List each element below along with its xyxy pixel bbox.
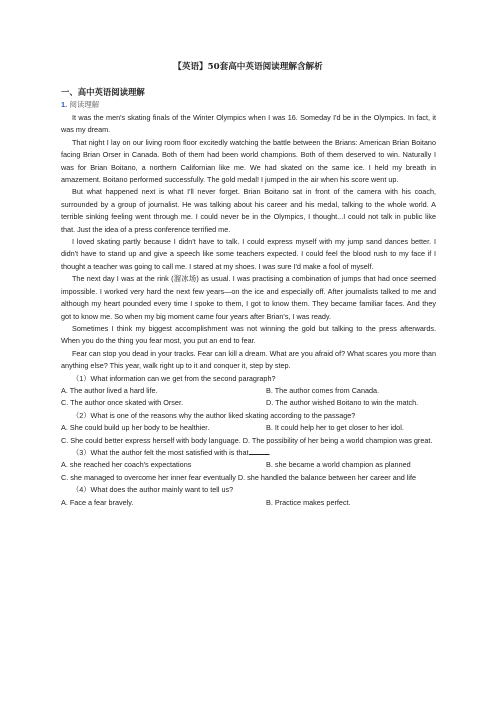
question-type: 阅读理解 bbox=[69, 100, 100, 109]
section-heading: 一、高中英语阅读理解 bbox=[61, 87, 145, 97]
question-label bbox=[61, 99, 99, 110]
question-3-options-cd: C. she managed to overcome her inner fear eventually D. she handled the balance between her career and life bbox=[61, 472, 417, 482]
question-1-options-cd bbox=[61, 397, 436, 409]
passage-body bbox=[61, 112, 436, 509]
answer-blank bbox=[249, 447, 269, 455]
paragraph: I loved skating partly because I didn't have to talk. I could express myself with my jump sand dances better. I didn't have to stand up and give a speech like some teachers expected. I could feel the blood rush to my face if I thought a teacher was going to call me. I stared at my shoes. I was sure I'd make a fool of myself. bbox=[61, 237, 436, 271]
option-c: C. The author once skated with Orser. bbox=[61, 398, 183, 408]
paragraph: But what happened next is what I'll never forget. Brian Boitano sat in front of the camera with his coach, surrounded by a group of journalist. He was talking about his career and his medal, talking to the whole world. A terrible sinking feeling went through me. I could never be in the Olympics, I thought...I could not talk in public like that. Just the idea of a press conference terrified me. bbox=[61, 187, 436, 234]
question-4-options-ab bbox=[61, 497, 436, 509]
option-d: D. The author wished Boitano to win the match. bbox=[266, 398, 419, 408]
option-a: A. Face a fear bravely. bbox=[61, 497, 134, 507]
paragraph: Sometimes I think my biggest accomplishment was not winning the gold but talking to the press afterwards. When you do the thing you fear most, you put an end to fear. bbox=[61, 323, 436, 346]
question-2-options-cd: C. She could better express herself with body language. D. The possibility of her being a world champion was great. bbox=[61, 435, 433, 445]
question-3-options-ab bbox=[61, 459, 436, 471]
question-3-stem bbox=[61, 447, 436, 459]
option-a: A. She could build up her body to be healthier. bbox=[61, 423, 210, 433]
option-a: A. The author lived a hard life. bbox=[61, 385, 158, 395]
option-b: B. It could help her to get closer to her idol. bbox=[266, 423, 404, 433]
option-b: B. Practice makes perfect. bbox=[266, 497, 351, 507]
paragraph: Fear can stop you dead in your tracks. Fear can kill a dream. What are you afraid of? What scares you more than anything else? This year, walk right up to it and conquer it, step by step. bbox=[61, 348, 436, 371]
paragraph: That night I lay on our living room floor excitedly watching the battle between the Brians: American Brian Boitano facing Brian Orser in Canada. Both of them had been world champions. Both of them deserved to win. Naturally I was for Brian Boitano, a northern Californian like me. We had skated on the same ice. I held my breath in amazement. Boitano performed successfully. The gold medal! I jumped in the air when his score went up. bbox=[61, 137, 436, 185]
document-title: 【英语】50套高中英语阅读理解含解析 bbox=[173, 62, 323, 72]
paragraph: The next day I was at the rink (溜冰场) as usual. I was practising a combination of jumps that had once seemed impossible. I worked very hard the next few years—on the ice and especially off. After journalists talked to me and although my heart pounded every time I spoke to them, I got to know them. They became familiar faces. And they got to know me. So when my big moment came four years after Brian's, I was ready. bbox=[61, 274, 436, 321]
option-b: B. she became a world champion as planned bbox=[266, 460, 411, 470]
stem-end: . bbox=[268, 447, 271, 457]
question-4-stem: （4）What does the author mainly want to tell us? bbox=[72, 485, 234, 495]
question-number: 1. bbox=[61, 100, 68, 109]
question-2-stem: （2）What is one of the reasons why the author liked skating according to the passage? bbox=[72, 410, 356, 420]
option-a: A. she reached her coach's expectations bbox=[61, 460, 192, 470]
stem-text: （3）What the author felt the most satisfied with is that bbox=[72, 447, 249, 457]
question-1-stem: （1）What information can we get from the second paragraph? bbox=[72, 373, 276, 383]
option-b: B. The author comes from Canada. bbox=[266, 385, 380, 395]
question-2-options-ab bbox=[61, 422, 436, 434]
paragraph: It was the men's skating finals of the Winter Olympics when I was 16. Someday I'd be in the Olympics. In fact, it was my dream. bbox=[61, 113, 436, 135]
question-1-options-ab bbox=[61, 385, 436, 397]
